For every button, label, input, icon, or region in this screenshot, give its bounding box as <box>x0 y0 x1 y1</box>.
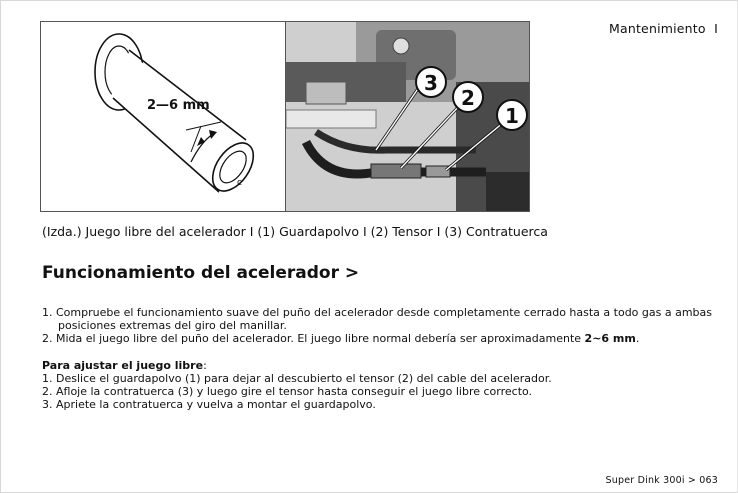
section-separator: I <box>714 21 718 36</box>
callout-1: 1 <box>505 104 519 128</box>
instructions <box>42 306 722 411</box>
check-step-2-text: 2. Mida el juego libre del puño del acelerador. El juego libre normal debería ser aproximadamente <box>42 332 585 345</box>
adjust-heading-text: Para ajustar el juego libre <box>42 359 204 372</box>
adjust-heading-colon: : <box>203 359 207 372</box>
throttle-grip-illustration <box>41 22 285 212</box>
cable-adjuster-photo <box>286 22 530 212</box>
throttle-figure <box>40 21 530 212</box>
adjust-step-2: 2. Afloje la contratuerca (3) y luego gire el tensor hasta conseguir el juego libre correcto. <box>42 385 533 398</box>
adjust-step-3: 3. Apriete la contratuerca y vuelva a montar el guardapolvo. <box>42 398 376 411</box>
section-heading: Funcionamiento del acelerador > <box>42 263 360 283</box>
section-header <box>609 21 718 36</box>
check-step-1: 1. Compruebe el funcionamiento suave del puño del acelerador desde completamente cerrado hasta a todo gas a ambas <box>42 306 713 319</box>
page-footer: Super Dink 300i > 063 <box>605 475 718 486</box>
check-step-2-end: . <box>635 332 640 345</box>
check-step-1-continuation: posiciones extremas del giro del manillar. <box>58 319 287 332</box>
check-step-2 <box>42 332 722 345</box>
callout-2: 2 <box>461 86 475 110</box>
figure-caption: (Izda.) Juego libre del acelerador I (1) Guardapolvo I (2) Tensor I (3) Contratuerca <box>42 224 548 239</box>
adjust-step-1: 1. Deslice el guardapolvo (1) para dejar al descubierto el tensor (2) del cable del acelerador. <box>42 372 552 385</box>
free-play-value: 2~6 mm <box>584 332 636 345</box>
callout-3: 3 <box>424 71 438 95</box>
adjust-heading <box>42 359 722 372</box>
grip-mark: c <box>237 178 242 188</box>
section-title: Mantenimiento <box>608 21 706 36</box>
free-play-label: 2—6 mm <box>147 98 210 113</box>
